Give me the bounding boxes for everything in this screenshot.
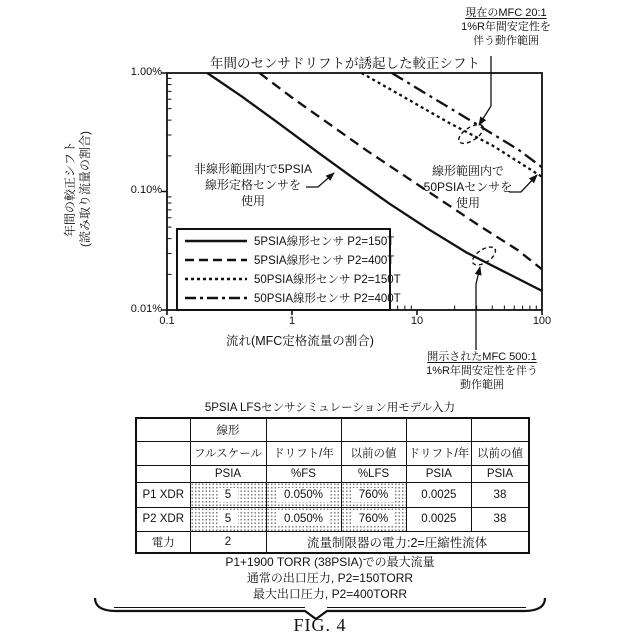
annotation-disclosed-mfc-line2: 動作範囲 bbox=[460, 379, 504, 391]
figure-label: FIG. 4 bbox=[293, 615, 347, 635]
group-header-cell: 線形 bbox=[190, 418, 266, 441]
legend-label: 5PSIA線形センサ P2=400T bbox=[254, 255, 395, 268]
annotation-linear-line1: 線形範囲内で bbox=[431, 164, 504, 178]
unit-cell: PSIA bbox=[472, 465, 529, 482]
value-cell: 0.050% bbox=[266, 482, 341, 507]
current-mfc-arrow bbox=[479, 106, 491, 125]
y-tick-1pct: 1.00% bbox=[130, 66, 162, 78]
row-label-cell: 電力 bbox=[136, 531, 190, 553]
table-row-units bbox=[136, 465, 529, 482]
footer-line2: 通常の出口圧力, P2=150TORR bbox=[246, 571, 414, 585]
unit-cell: PSIA bbox=[406, 465, 472, 482]
value-cell: 38 bbox=[472, 482, 529, 507]
legend-item-5psia-400t bbox=[178, 252, 395, 269]
annotation-linear-range bbox=[398, 163, 538, 211]
annotation-nonlinear-range bbox=[180, 161, 326, 209]
annotation-linear-line2: 50PSIAセンサを bbox=[423, 180, 513, 194]
table-row-group bbox=[136, 418, 529, 441]
x-tick-100: 100 bbox=[532, 315, 552, 327]
x-tick-1: 1 bbox=[288, 315, 296, 327]
table-row-p1 bbox=[136, 482, 529, 507]
dotted-line-icon bbox=[185, 276, 247, 282]
legend-item-5psia-150t bbox=[178, 233, 395, 250]
value-cell: 760% bbox=[341, 482, 406, 507]
power-note-cell: 流量制限器の電力:2=圧縮性流体 bbox=[266, 531, 529, 553]
y-axis-label bbox=[63, 84, 93, 294]
dashed-line-icon bbox=[185, 257, 247, 263]
disclosed-mfc-ellipse bbox=[470, 243, 499, 268]
header-cell: ドリフト/年 bbox=[406, 441, 472, 465]
annotation-current-mfc-title: 現在のMFC 20:1 bbox=[465, 7, 547, 19]
annotation-disclosed-mfc bbox=[394, 350, 570, 392]
legend bbox=[176, 228, 401, 311]
table-row-headers bbox=[136, 441, 529, 465]
legend-label: 50PSIA線形センサ P2=150T bbox=[254, 273, 401, 286]
table-row-p2 bbox=[136, 507, 529, 531]
value-cell: 5 bbox=[190, 507, 266, 531]
annotation-disclosed-mfc-title: 開示されたMFC 500:1 bbox=[427, 351, 537, 363]
disclosed-mfc-arrow bbox=[476, 267, 480, 284]
value-cell: 38 bbox=[472, 507, 529, 531]
footer-line3: 最大出口圧力, P2=400TORR bbox=[252, 587, 408, 601]
chart-title: 年間のセンサドリフトが誘起した較正シフト bbox=[210, 56, 480, 71]
x-tick-10: 10 bbox=[410, 315, 424, 327]
footer-line1: P1+1900 TORR (38PSIA)での最大流量 bbox=[225, 555, 435, 569]
x-tick-0p1: 0.1 bbox=[159, 315, 175, 327]
header-cell: ドリフト/年 bbox=[266, 441, 341, 465]
annotation-current-mfc bbox=[420, 6, 592, 48]
curve-series-3 bbox=[392, 73, 542, 167]
value-cell: 5 bbox=[190, 482, 266, 507]
row-label-cell: P2 XDR bbox=[136, 507, 190, 531]
annotation-nonlinear-line1: 非線形範囲内で5PSIA bbox=[193, 162, 313, 176]
curve-series-2 bbox=[362, 73, 543, 177]
table-title: 5PSIA LFSセンサシミュレーション用モデル入力 bbox=[204, 402, 456, 414]
legend-item-50psia-400t bbox=[178, 289, 401, 306]
x-axis-label: 流れ(MFC定格流量の割合) bbox=[226, 334, 374, 348]
annotation-disclosed-mfc-line1: 1%R年間安定性を伴う bbox=[426, 365, 538, 377]
model-input-table bbox=[135, 417, 530, 554]
y-axis-label-line2: (読み取り流量の割合) bbox=[78, 131, 92, 247]
annotation-nonlinear-line2: 線形定格センサを bbox=[204, 178, 301, 192]
solid-line-icon bbox=[185, 238, 247, 244]
header-cell: 以前の値 bbox=[472, 441, 529, 465]
header-cell: 以前の値 bbox=[341, 441, 406, 465]
y-tick-001pct: 0.01% bbox=[130, 303, 162, 315]
legend-item-50psia-150t bbox=[178, 270, 401, 287]
unit-cell: %LFS bbox=[341, 465, 406, 482]
footer-notes bbox=[120, 554, 540, 602]
value-cell: 0.0025 bbox=[406, 507, 472, 531]
y-tick-01pct: 0.10% bbox=[130, 184, 162, 196]
value-cell: 0.050% bbox=[266, 507, 341, 531]
annotation-nonlinear-line3: 使用 bbox=[240, 194, 265, 208]
y-axis-label-line1: 年間の較正シフト bbox=[63, 141, 77, 238]
row-label-cell: P1 XDR bbox=[136, 482, 190, 507]
unit-cell: PSIA bbox=[190, 465, 266, 482]
legend-label: 50PSIA線形センサ P2=400T bbox=[254, 292, 401, 305]
value-cell: 760% bbox=[341, 507, 406, 531]
annotation-current-mfc-line2: 伴う動作範囲 bbox=[473, 35, 539, 47]
value-cell: 0.0025 bbox=[406, 482, 472, 507]
unit-cell: %FS bbox=[266, 465, 341, 482]
annotation-current-mfc-line1: 1%R年間安定性を bbox=[461, 21, 551, 33]
table-row-power bbox=[136, 531, 529, 553]
annotation-linear-line3: 使用 bbox=[455, 196, 480, 210]
legend-label: 5PSIA線形センサ P2=150T bbox=[254, 236, 395, 249]
header-cell: フルスケール bbox=[190, 441, 266, 465]
value-cell: 2 bbox=[190, 531, 266, 553]
dashdot-line-icon bbox=[185, 295, 247, 301]
